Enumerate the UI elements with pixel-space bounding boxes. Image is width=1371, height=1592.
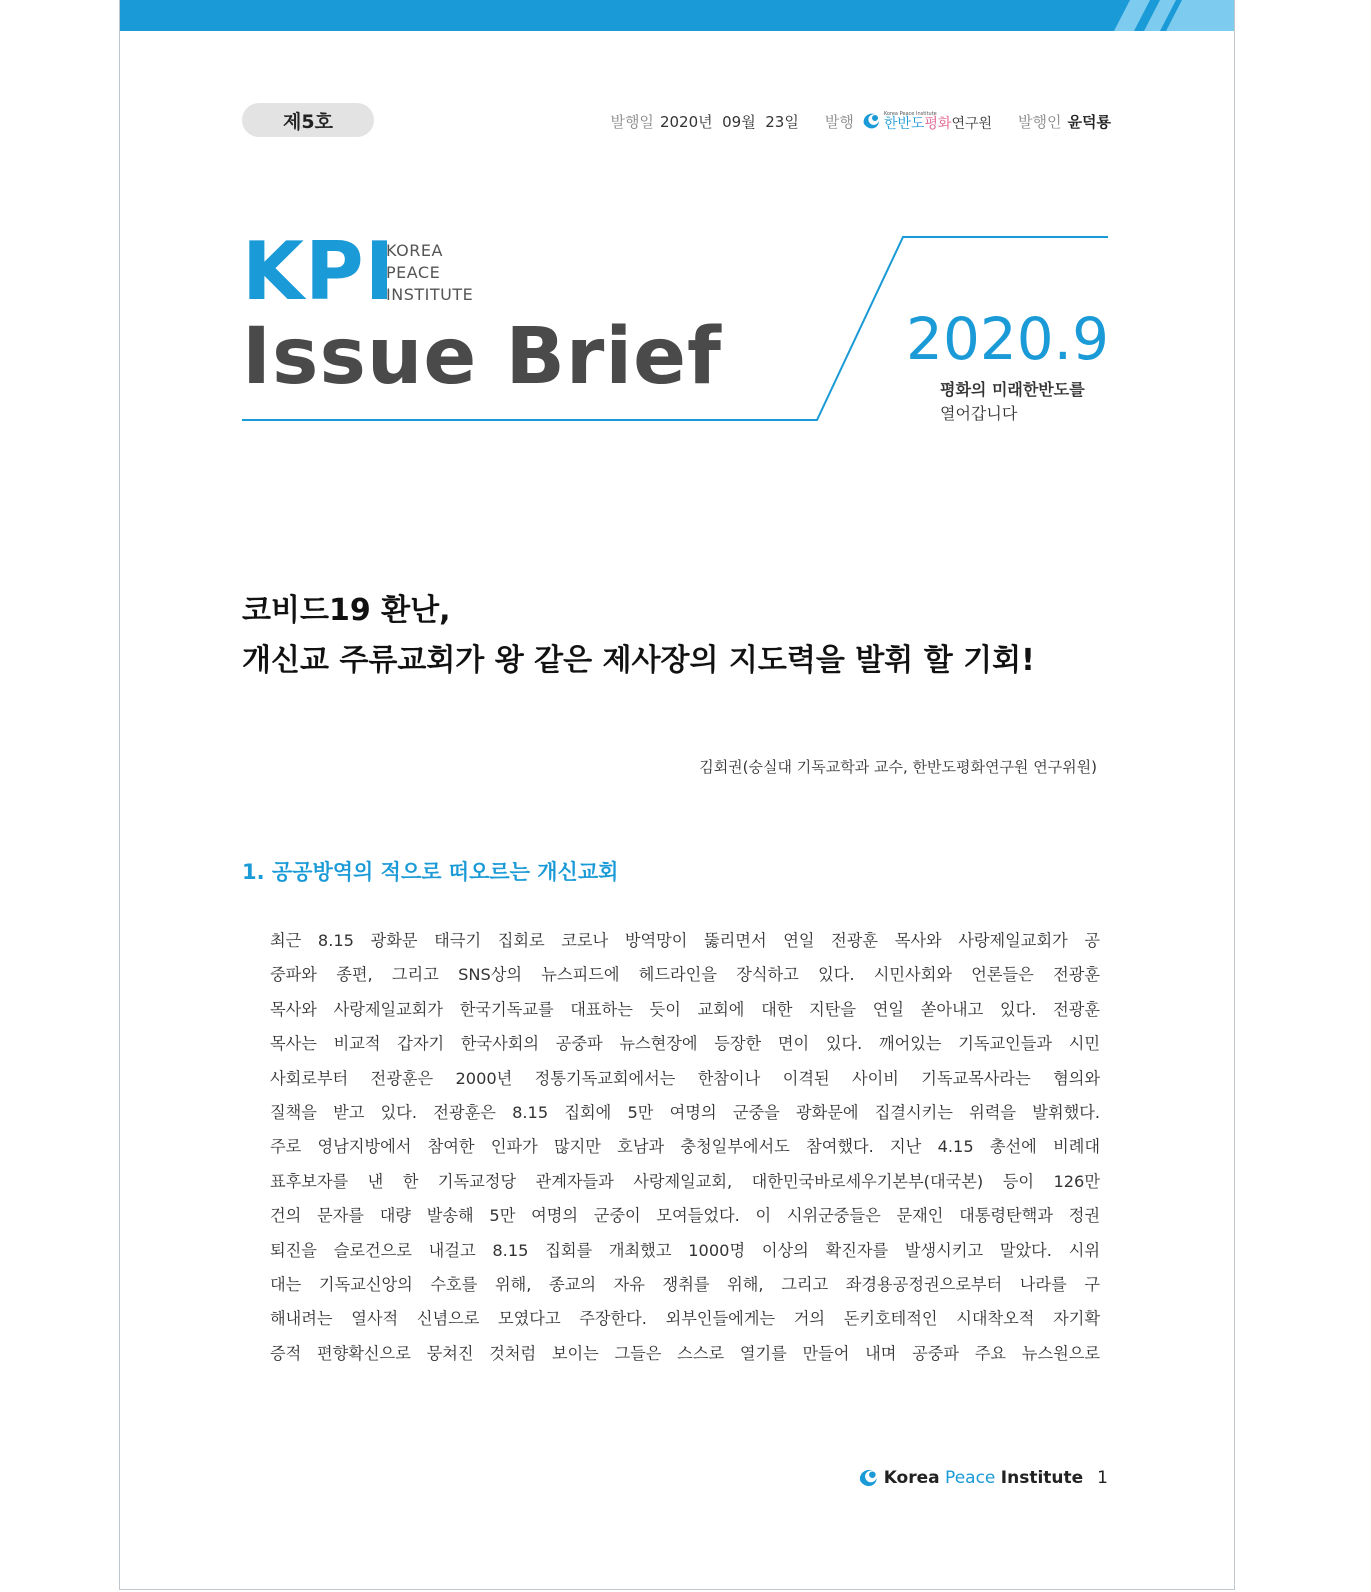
article-author: 김회권(숭실대 기독교학과 교수, 한반도평화연구원 연구위원) (699, 758, 1097, 776)
date-label: 발행일 (610, 112, 654, 131)
publisher-logo: Korea Peace Institute 한반도평화연구원 (860, 110, 992, 132)
publisher-label: 발행 (824, 112, 854, 131)
body-line: 질책을 받고 있다. 전광훈은 8.15 집회에 5만 여명의 군중을 광화문에 집결시키는 위력을 발휘했다. (270, 1103, 1100, 1123)
body-line: 건의 문자를 대량 발송해 5만 여명의 군중이 모여들었다. 이 시위군중들은 문재인 대통령탄핵과 정권 (270, 1206, 1100, 1226)
body-line: 해내려는 열사적 신념으로 모였다고 주장한다. 외부인들에게는 거의 돈키호테적인 시대착오적 자기확 (270, 1309, 1100, 1329)
section-heading: 1. 공공방역의 적으로 떠오르는 개신교회 (242, 860, 619, 884)
body-line: 표후보자를 낸 한 기독교정당 관계자들과 사랑제일교회, 대한민국바로세우기본부(대국본) 등이 126만 (270, 1171, 1100, 1191)
issuer-name: 윤덕룡 (1067, 112, 1111, 131)
footer (856, 1466, 1108, 1490)
body-line: 퇴진을 슬로건으로 내걸고 8.15 집회를 개최했고 1000명 이상의 확진자를 발생시키고 말았다. 시위 (270, 1240, 1100, 1260)
publisher-logo-small-text: Korea Peace Institute (883, 110, 937, 117)
body-line: 주로 영남지방에서 참여한 인파가 많지만 호남과 충청일부에서도 참여했다. 지난 4.15 총선에 비례대 (270, 1137, 1100, 1157)
issue-number: 제5호 (283, 110, 333, 133)
article-body (270, 924, 1100, 1371)
issuer-label: 발행인 (1018, 112, 1062, 131)
body-line: 중파와 종편, 그리고 SNS상의 뉴스피드에 헤드라인을 장식하고 있다. 시민사회와 언론들은 전광훈 (270, 965, 1100, 985)
article-title: 코비드19 환난, 개신교 주류교회가 왕 같은 제사장의 지도력을 발휘 할 기회! (242, 593, 1035, 678)
publication-date: 2020년 09월 23일 (659, 112, 799, 131)
footer-logo-institute: Institute (1000, 1468, 1084, 1488)
kpi-swirl-icon (856, 1466, 880, 1490)
kpi-logo: KPI (242, 225, 396, 318)
series-title: Issue Brief (242, 312, 722, 402)
footer-logo-korea: Korea (883, 1468, 940, 1488)
body-line: 사회로부터 전광훈은 2000년 정통기독교회에서는 한참이나 이격된 사이비 기독교목사라는 혐의와 (270, 1068, 1100, 1088)
kpi-full-name: KOREA PEACE INSTITUTE (386, 241, 474, 304)
body-line: 목사는 비교적 갑자기 한국사회의 공중파 뉴스현장에 등장한 면이 있다. 깨어있는 기독교인들과 시민 (270, 1034, 1100, 1054)
body-line: 최근 8.15 광화문 태극기 집회로 코로나 방역망이 뚫리면서 연일 전광훈 목사와 사랑제일교회가 공 (270, 931, 1100, 950)
body-line: 목사와 사랑제일교회가 한국기독교를 대표하는 듯이 교회에 대한 지탄을 연일 쏟아내고 있다. 전광훈 (270, 999, 1100, 1019)
footer-logo-peace: Peace (945, 1468, 996, 1488)
issue-date: 2020.9 (906, 305, 1109, 373)
page-number: 1 (1097, 1468, 1108, 1488)
body-line: 대는 기독교신앙의 수호를 위해, 종교의 자유 쟁취를 위해, 그리고 좌경용공정권으로부터 나라를 구 (270, 1275, 1100, 1295)
body-line: 증적 편향확신으로 뭉쳐진 것처럼 보이는 그들은 스스로 열기를 만들어 내며 공중파 주요 뉴스원으로 (270, 1343, 1100, 1363)
slogan: 평화의 미래한반도를 열어갑니다 (940, 380, 1085, 423)
page-frame (119, 0, 1235, 1590)
